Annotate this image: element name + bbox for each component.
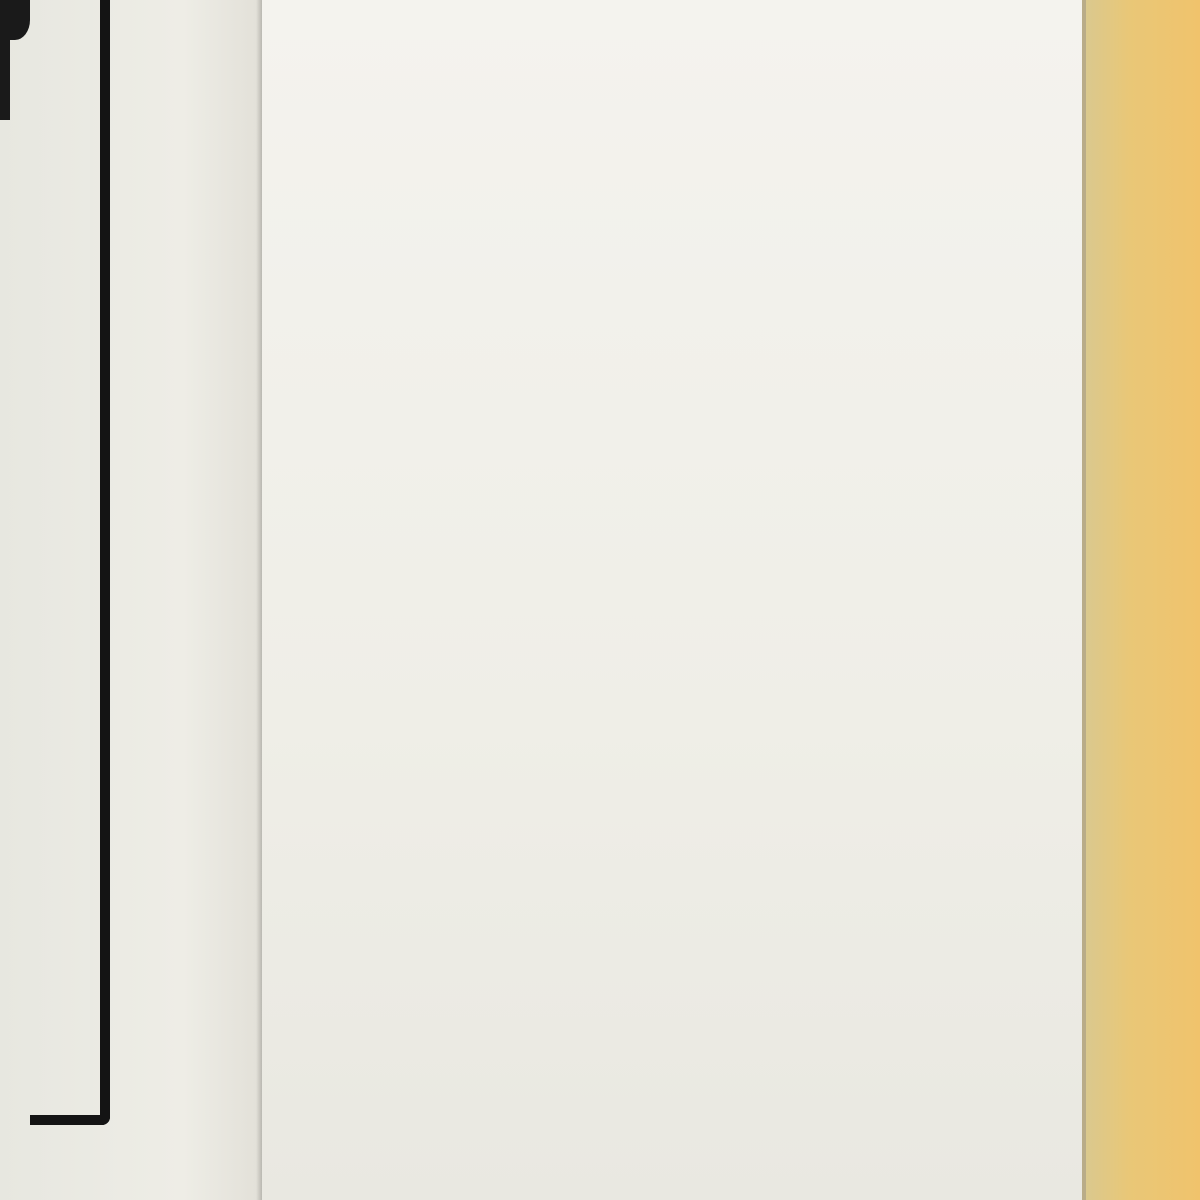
page-frame-line: [30, 0, 110, 1125]
ink-border: [0, 0, 10, 120]
table-of-contents-page: [262, 0, 1082, 1200]
book-page-edges: [1082, 0, 1200, 1200]
adjacent-page: [0, 0, 262, 1200]
